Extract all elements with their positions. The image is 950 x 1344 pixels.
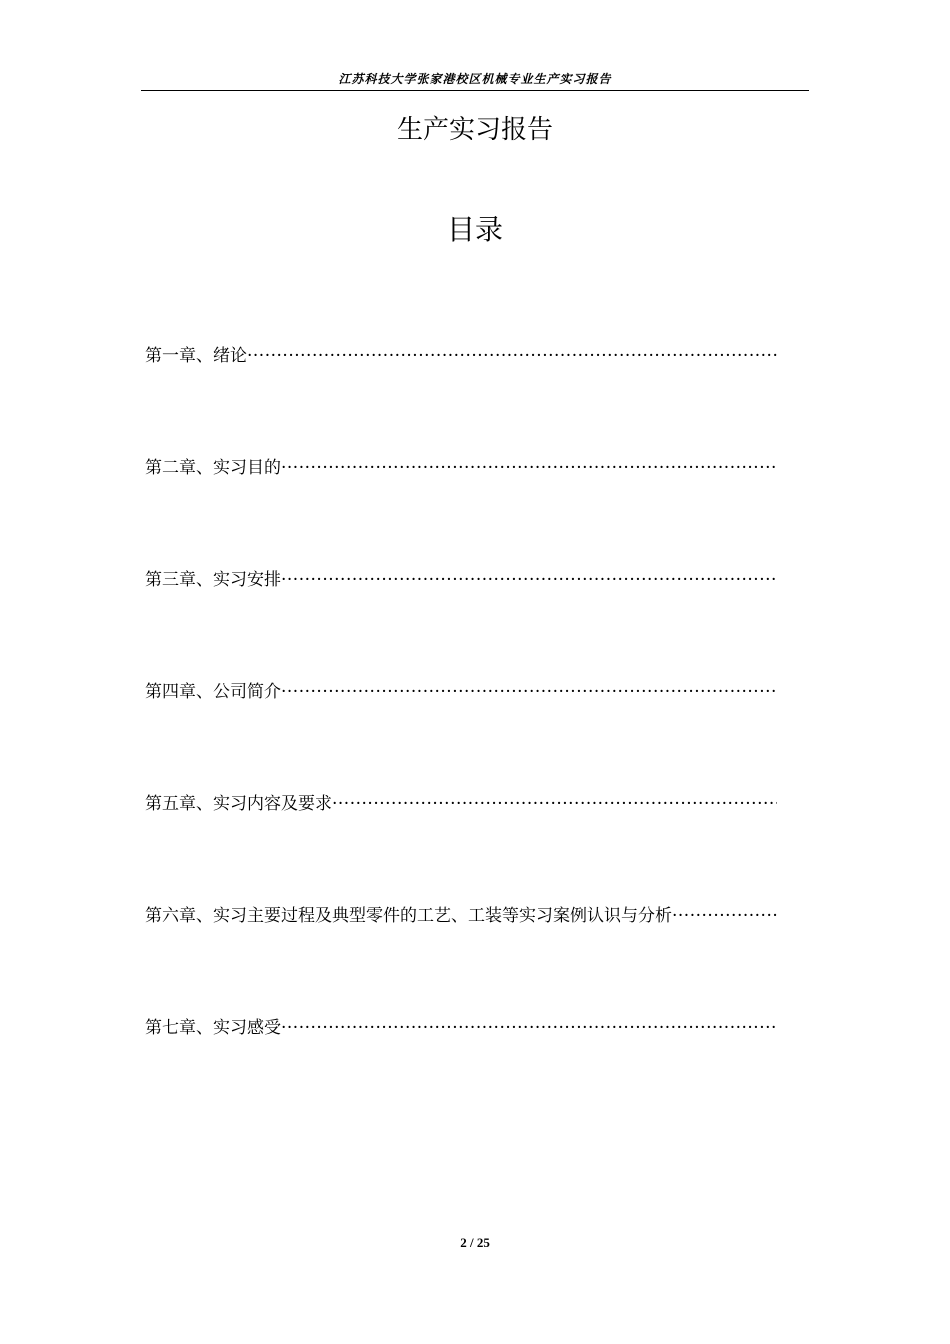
toc-item-label: 第五章、实习内容及要求 (145, 794, 332, 814)
header-text: 江苏科技大学张家港校区机械专业生产实习报告 (338, 72, 612, 86)
toc-item-chapter-1[interactable] (145, 340, 777, 452)
toc-item-chapter-6[interactable] (145, 900, 777, 1012)
page-number (0, 1234, 950, 1252)
page-total: 25 (476, 1235, 490, 1250)
toc-item-label: 第四章、公司简介 (145, 682, 281, 702)
toc-dot-leader (281, 676, 777, 708)
toc-item-chapter-7[interactable] (145, 1012, 777, 1124)
page-current: 2 (460, 1235, 467, 1250)
toc-dot-leader (281, 452, 777, 484)
toc-item-label: 第一章、绪论 (145, 346, 247, 366)
toc-heading: 目录 (446, 213, 503, 246)
toc-dot-leader (672, 900, 777, 932)
toc-dot-leader (247, 340, 777, 372)
toc-item-label: 第七章、实习感受 (145, 1018, 281, 1038)
toc-item-chapter-2[interactable] (145, 452, 777, 564)
toc-item-label: 第二章、实习目的 (145, 458, 281, 478)
toc-dot-leader (281, 564, 777, 596)
page-separator: / (469, 1235, 474, 1250)
page-header (141, 68, 809, 91)
table-of-contents (145, 340, 777, 1124)
toc-item-label: 第三章、实习安排 (145, 570, 281, 590)
toc-item-label: 第六章、实习主要过程及典型零件的工艺、工装等实习案例认识与分析 (145, 906, 672, 926)
toc-dot-leader (281, 1012, 777, 1044)
document-title: 生产实习报告 (396, 115, 553, 145)
toc-item-chapter-5[interactable] (145, 788, 777, 900)
toc-item-chapter-4[interactable] (145, 676, 777, 788)
toc-dot-leader (332, 788, 777, 820)
toc-item-chapter-3[interactable] (145, 564, 777, 676)
